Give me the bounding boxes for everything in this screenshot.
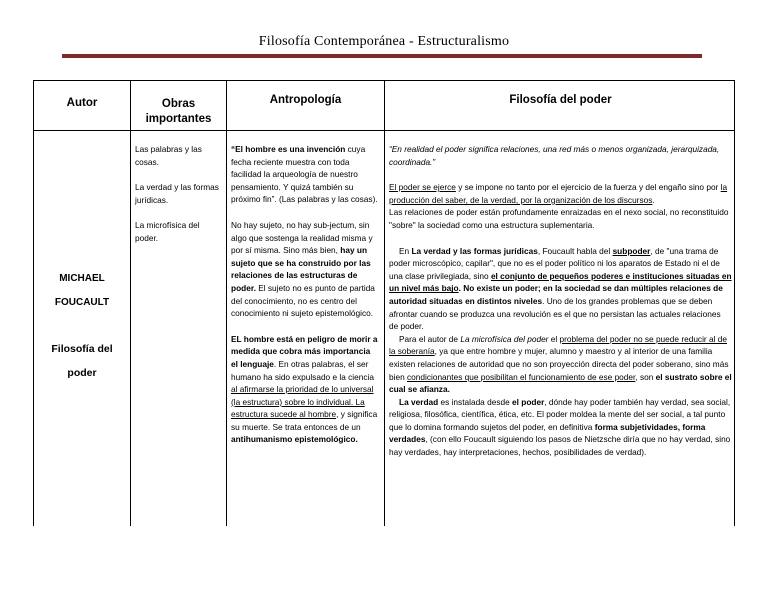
anthropology-text-span: El sujeto no es punto de partida del conocimiento, no es centro del conocimiento ni sujeto epistemológico. bbox=[231, 282, 375, 319]
power-paragraph bbox=[389, 396, 732, 459]
document-title: Filosofía Contemporánea - Estructuralismo bbox=[258, 34, 510, 49]
author-name bbox=[34, 267, 130, 315]
header-antropologia: Antropología bbox=[269, 94, 342, 106]
power-quote: “En realidad el poder significa relaciones, una red más o menos organizada, jerarquizada, coordinada.” bbox=[389, 144, 720, 167]
column-divider bbox=[384, 81, 385, 526]
author-last-name: FOUCAULT bbox=[54, 297, 110, 308]
author-first-name: MICHAEL bbox=[59, 273, 105, 284]
power-text-span: . Uno de los grandes problemas que se deben afrontar cuando se produzca una revolución es el que no persistan las actuales relaciones de poder. bbox=[389, 295, 721, 332]
anthropology-quote-rest: cuya fecha reciente muestra con toda facilidad la arqueología de nuestro pensamiento. Y quizá también su próximo fin”. (Las palabras y las cosas). bbox=[231, 144, 378, 205]
power-text-span: En bbox=[399, 245, 410, 256]
power-text-span: , de "una trama de poder microscópico, capilar", que no es el poder político ni los aparatos de Estado ni el de una clase privilegiada, sino bbox=[389, 245, 720, 281]
header-obras-line1: Obras bbox=[161, 98, 196, 110]
power-text-span: , son bbox=[635, 371, 654, 382]
power-bold-span: . No existe un poder; en la sociedad se dan múltiples relaciones de autoridad situadas en distintos niveles bbox=[389, 283, 723, 306]
power-bold-span: La verdad bbox=[399, 396, 439, 407]
anthropology-bold-span: antihumanismo epistemológico. bbox=[231, 434, 358, 445]
comparison-table bbox=[33, 80, 735, 526]
anthropology-text-span: , y significa su muerte. Se trata entonces de un bbox=[231, 409, 378, 432]
power-bold-span: forma subjetividades, forma verdades bbox=[389, 421, 706, 445]
power-bold-underlined-span: el conjunto de pequeños poderes e instituciones situadas en un nivel más bajo bbox=[389, 270, 732, 294]
header-divider bbox=[34, 130, 734, 131]
power-underlined-span: problema del poder no se puede reducir al de la soberanía bbox=[389, 333, 727, 357]
work-item: La verdad y las formas jurídicas. bbox=[135, 182, 219, 205]
power-underlined-span: condicionantes que posibilitan el funcionamiento de ese poder bbox=[407, 371, 636, 382]
power-text-span: , (con ello Foucault siguiendo los pasos de Nietzsche diría que no hay verdad, sino hay verdades, hay interpretaciones, hechos, posibilidades de verdad). bbox=[389, 434, 731, 458]
power-text-span: el bbox=[550, 333, 558, 344]
anthropology-bold-span: hay un sujeto que se ha construido por las relaciones de las estructuras de poder. bbox=[231, 245, 371, 293]
anthropology-text bbox=[231, 143, 379, 446]
anthropology-quote-bold: “El hombre es una invención bbox=[231, 144, 346, 154]
power-paragraph bbox=[389, 333, 732, 396]
power-underlined-span: la producción del saber, de la verdad, por la organización de los discursos bbox=[389, 182, 728, 205]
power-italic-span: La microfísica del poder bbox=[460, 333, 549, 344]
power-paragraph: Las relaciones de poder están profundamente enraizadas en el nexo social, no reconstituido "sobre" la sociedad como una estructura suplementaria. bbox=[389, 207, 729, 230]
anthropology-paragraph bbox=[231, 333, 379, 446]
author-subject-line1: Filosofía del bbox=[51, 343, 113, 355]
title-divider bbox=[62, 54, 702, 58]
anthropology-underlined-span: al afirmarse la prioridad de lo universal (la estructura) sobre lo individual. La estructura sucede al hombre bbox=[231, 384, 374, 420]
header-autor: Autor bbox=[66, 97, 98, 109]
power-text-span: , dónde hay poder también hay verdad, sea social, religiosa, filosófica, científica, ética, etc. El poder moldea la mente del ser social, a tal punto que lo domina formando sujetos del poder, en definitiva bbox=[389, 396, 731, 432]
work-item: Las palabras y las cosas. bbox=[135, 144, 202, 167]
power-bold-underlined-span: subpoder bbox=[612, 245, 651, 256]
anthropology-paragraph bbox=[231, 219, 379, 320]
power-text-span: , Foucault habla del bbox=[537, 245, 611, 256]
author-subject bbox=[34, 337, 130, 385]
anthropology-text-span: No hay sujeto, no hay sub-jectum, sin algo que sostenga la realidad misma y por sí misma. Sino más bien, bbox=[231, 219, 373, 256]
power-text-span: y se impone no tanto por el ejercicio de la fuerza y del engaño sino por bbox=[458, 182, 719, 193]
column-divider bbox=[130, 81, 131, 526]
power-text bbox=[389, 143, 732, 459]
power-text-span: es instalada desde bbox=[440, 396, 510, 407]
anthropology-text-span: . En otras palabras, el ser humano ha sido expulsado e la ciencia bbox=[231, 358, 374, 382]
header-obras bbox=[131, 97, 226, 127]
author-subject-line2: poder bbox=[67, 367, 97, 379]
column-divider bbox=[226, 81, 227, 526]
power-underlined-span: El poder se ejerce bbox=[389, 182, 456, 193]
power-text-span: . bbox=[652, 194, 655, 205]
header-obras-line2: importantes bbox=[145, 113, 212, 125]
anthropology-bold-span: EL hombre está en peligro de morir a medida que cobra más importancia el lenguaje bbox=[231, 333, 378, 369]
power-paragraph bbox=[389, 181, 732, 206]
anthropology-paragraph bbox=[231, 143, 379, 206]
work-item: La microfísica del poder. bbox=[135, 220, 200, 243]
header-filosofia-poder: Filosofía del poder bbox=[509, 94, 612, 106]
works-list bbox=[135, 143, 221, 245]
power-text-span: Para el autor de bbox=[399, 333, 459, 344]
power-bold-span: el sustrato sobre el cual se afianza. bbox=[389, 371, 732, 395]
power-text-span: , ya que entre hombre y mujer, alumno y maestro y al interior de una familia existen relaciones de autoridad que no son proyección directa del poder soberano, sino más bien bbox=[389, 346, 729, 382]
power-paragraph bbox=[389, 245, 732, 333]
power-bold-span: La verdad y las formas jurídicas bbox=[411, 245, 538, 256]
power-bold-span: el poder bbox=[512, 396, 545, 407]
